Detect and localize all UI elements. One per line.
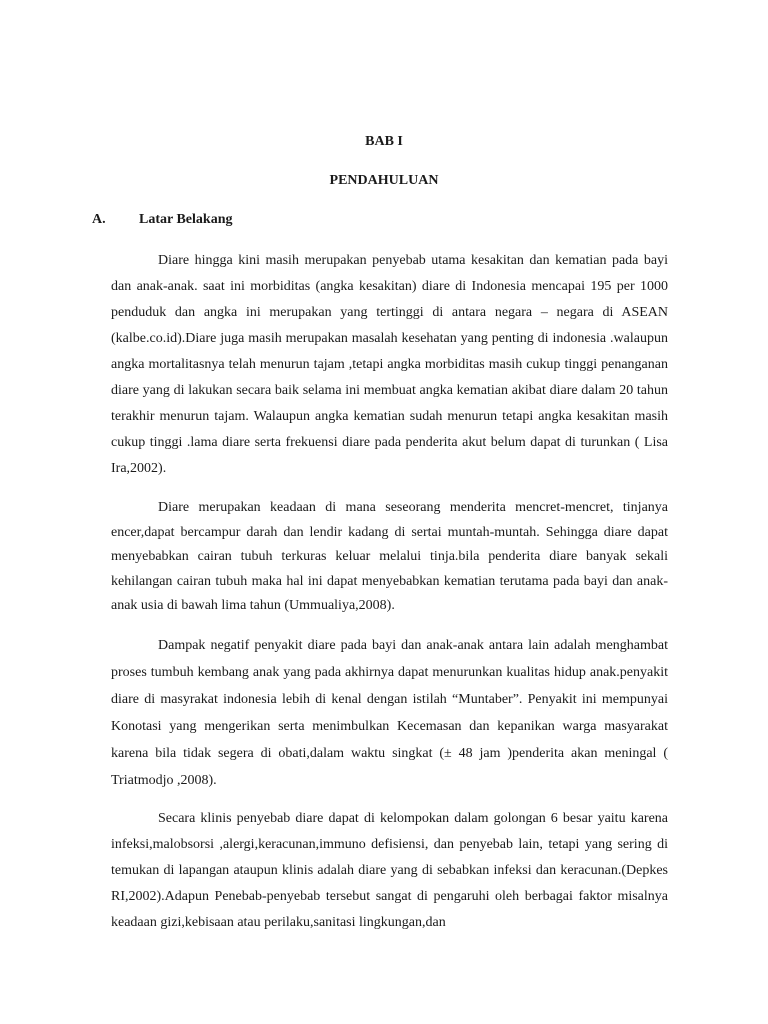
paragraph: Dampak negatif penyakit diare pada bayi dan anak-anak antara lain adalah menghambat proses tumbuh kembang anak yang pada akhirnya dapat menurunkan kualitas hidup anak.penyakit diare di masyrakat indonesia lebih di kenal dengan istilah “Muntaber”. Penyakit ini mempunyai Konotasi yang mengerikan serta menimbulkan Kecemasan dan kepanikan warga masyarakat karena bila tidak segera di obati,dalam waktu singkat (± 48 jam )penderita akan meningal ( Triatmodjo ,2008).	[111, 637, 668, 788]
body-text	[111, 248, 668, 950]
section-title: Latar Belakang	[139, 212, 233, 227]
section-heading	[92, 212, 232, 228]
chapter-title: PENDAHULUAN	[329, 173, 439, 188]
paragraph: Diare hingga kini masih merupakan penyebab utama kesakitan dan kematian pada bayi dan anak-anak. saat ini morbiditas (angka kesakitan) diare di Indonesia mencapai 195 per 1000 penduduk dan angka ini merupakan yang tertinggi di antara negara – negara di ASEAN (kalbe.co.id).Diare juga masih merupakan masalah kesehatan yang penting di indonesia .walaupun angka mortalitasnya telah menurun tajam ,tetapi angka morbiditas masih cukup tinggi penanganan diare yang di lakukan secara baik selama ini membuat angka kematian akibat diare dalam 20 tahun terakhir menurun tajam. Walaupun angka kematian sudah menurun tetapi angka kesakitan masih cukup tinggi .lama diare serta frekuensi diare pada penderita akut belum dapat di turunkan ( Lisa Ira,2002).	[111, 253, 668, 476]
paragraph: Secara klinis penyebab diare dapat di kelompokan dalam golongan 6 besar yaitu karena infeksi,malobsorsi ,alergi,keracunan,immuno defisiensi, dan penyebab lain, tetapi yang sering di temukan di lapangan ataupun klinis adalah diare yang di sebabkan infeksi dan keracunan.(Depkes RI,2002).Adapun Penebab-penyebab tersebut sangat di pengaruhi oleh berbagai faktor misalnya keadaan gizi,kebisaan atau perilaku,sanitasi lingkungan,dan	[111, 810, 668, 930]
section-number: A.	[92, 212, 106, 227]
chapter-number: BAB I	[365, 134, 403, 149]
paragraph: Diare merupakan keadaan di mana seseorang menderita mencret-mencret, tinjanya encer,dapat bercampur darah dan lendir kadang di sertai muntah-muntah. Sehingga diare dapat menyebabkan cairan tubuh terkuras keluar melalui tinja.bila penderita diare banyak sekali kehilangan cairan tubuh maka hal ini dapat menyebabkan kematian terutama pada bayi dan anak-anak usia di bawah lima tahun (Ummualiya,2008).	[111, 500, 668, 613]
